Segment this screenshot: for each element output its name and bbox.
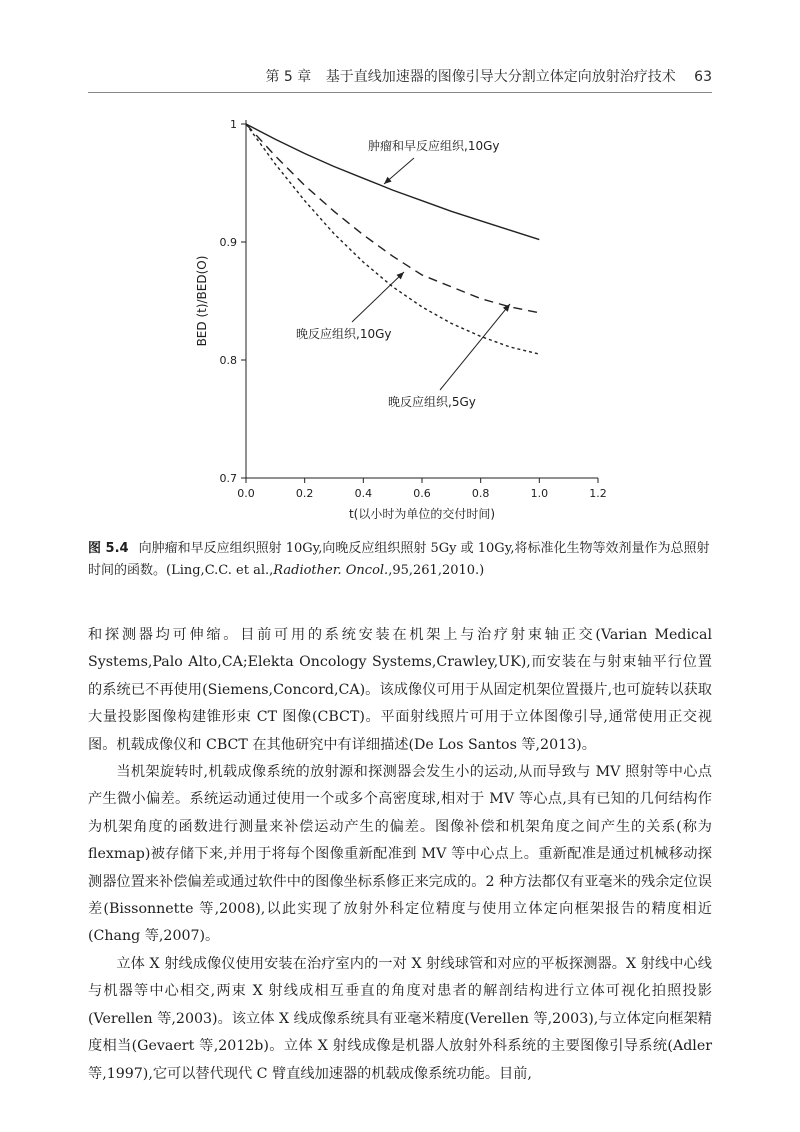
caption-journal: Radiother. Oncol.	[273, 563, 389, 578]
figure-label: 图 5.4	[88, 541, 129, 556]
y-tick-label: 0.9	[219, 236, 237, 249]
x-tick-label: 1.0	[530, 487, 549, 500]
y-tick-label: 0.8	[219, 354, 237, 367]
bed-ratio-chart	[0, 100, 800, 530]
annotation-label-3: 晚反应组织,5Gy	[388, 395, 476, 409]
paragraph-1: 和探测器均可伸缩。目前可用的系统安装在机架上与治疗射束轴正交(Varian Medical Systems,Palo Alto,CA;Elekta Oncology Systems,Crawley,UK),而安装在与射束轴平行位置的系统已不再使用(Siemens,Concord,CA)。该成像仪可用于从固定机架位置摄片,也可旋转以获取大量投影图像构建锥形束 CT 图像(CBCT)。平面射线照片可用于立体图像引导,通常使用正交视图。机载成像仪和 CBCT 在其他研究中有详细描述(De Los Santos 等,2013)。	[88, 627, 712, 753]
series-line-3	[246, 124, 539, 354]
chapter-number: 第 5 章	[265, 69, 312, 85]
x-tick-label: 0.6	[413, 487, 431, 500]
paragraph-2: 当机架旋转时,机载成像系统的放射源和探测器会发生小的运动,从而导致与 MV 照射等中心点产生微小偏差。系统运动通过使用一个或多个高密度球,相对于 MV 等心点,具有已知的几何结构作为机架角度的函数进行测量来补偿运动产生的偏差。图像补偿和机架角度之间产生的关系(称为 flexmap)被存储下来,并用于将每个图像重新配准到 MV 等中心点上。重新配准是通过机械移动探测器位置来补偿偏差或通过软件中的图像坐标系修正来完成的。2 种方法都仅有亚毫米的残余定位误差(Bissonnette 等,2008),以此实现了放射外科定位精度与使用立体定向框架报告的精度相近(Chang 等,2007)。	[88, 764, 712, 945]
header-rule	[88, 92, 712, 93]
annotation-arrow-2	[352, 272, 404, 322]
chapter-title: 基于直线加速器的图像引导大分割立体定向放射治疗技术	[325, 69, 676, 85]
x-tick-label: 0.2	[295, 487, 314, 500]
annotation-label-2: 晚反应组织,10Gy	[296, 327, 392, 341]
caption-text: 向肿瘤和早反应组织照射 10Gy,向晚反应组织照射 5Gy 或 10Gy,将标准化生物等效剂量作为总照射时间的函数。(Ling,C.C. et al.,	[88, 541, 710, 578]
annotation-label-1: 肿瘤和早反应组织,10Gy	[368, 139, 500, 153]
figure-caption	[88, 538, 712, 582]
caption-citation: ,95,261,2010.)	[388, 563, 485, 578]
running-header	[0, 66, 712, 86]
x-tick-label: 0.0	[237, 487, 255, 500]
y-tick-label: 0.7	[219, 472, 237, 485]
x-tick-label: 0.4	[354, 487, 373, 500]
annotation-arrow-3	[440, 304, 510, 390]
x-tick-label: 1.2	[589, 487, 607, 500]
paragraph-3: 立体 X 射线成像仪使用安装在治疗室内的一对 X 射线球管和对应的平板探测器。X 射线中心线与机器等中心相交,两束 X 射线成相互垂直的角度对患者的解剖结构进行立体可视化拍照投影(Verellen 等,2003)。该立体 X 线成像系统具有亚毫米精度(Verellen 等,2003),与立体定向框架精度相当(Gevaert 等,2012b)。立体 X 射线成像是机器人放射外科系统的主要图像引导系统(Adler 等,1997),它可以替代现代 C 臂直线加速器的机载成像系统功能。目前,	[88, 955, 712, 1082]
y-tick-label: 1	[230, 118, 237, 131]
x-axis-label: t(以小时为单位的交付时间)	[348, 507, 496, 521]
x-tick-label: 0.8	[471, 487, 490, 500]
body-text	[88, 622, 712, 1088]
y-axis-label: BED (t)/BED(O)	[195, 255, 209, 347]
page-number: 63	[694, 69, 712, 85]
